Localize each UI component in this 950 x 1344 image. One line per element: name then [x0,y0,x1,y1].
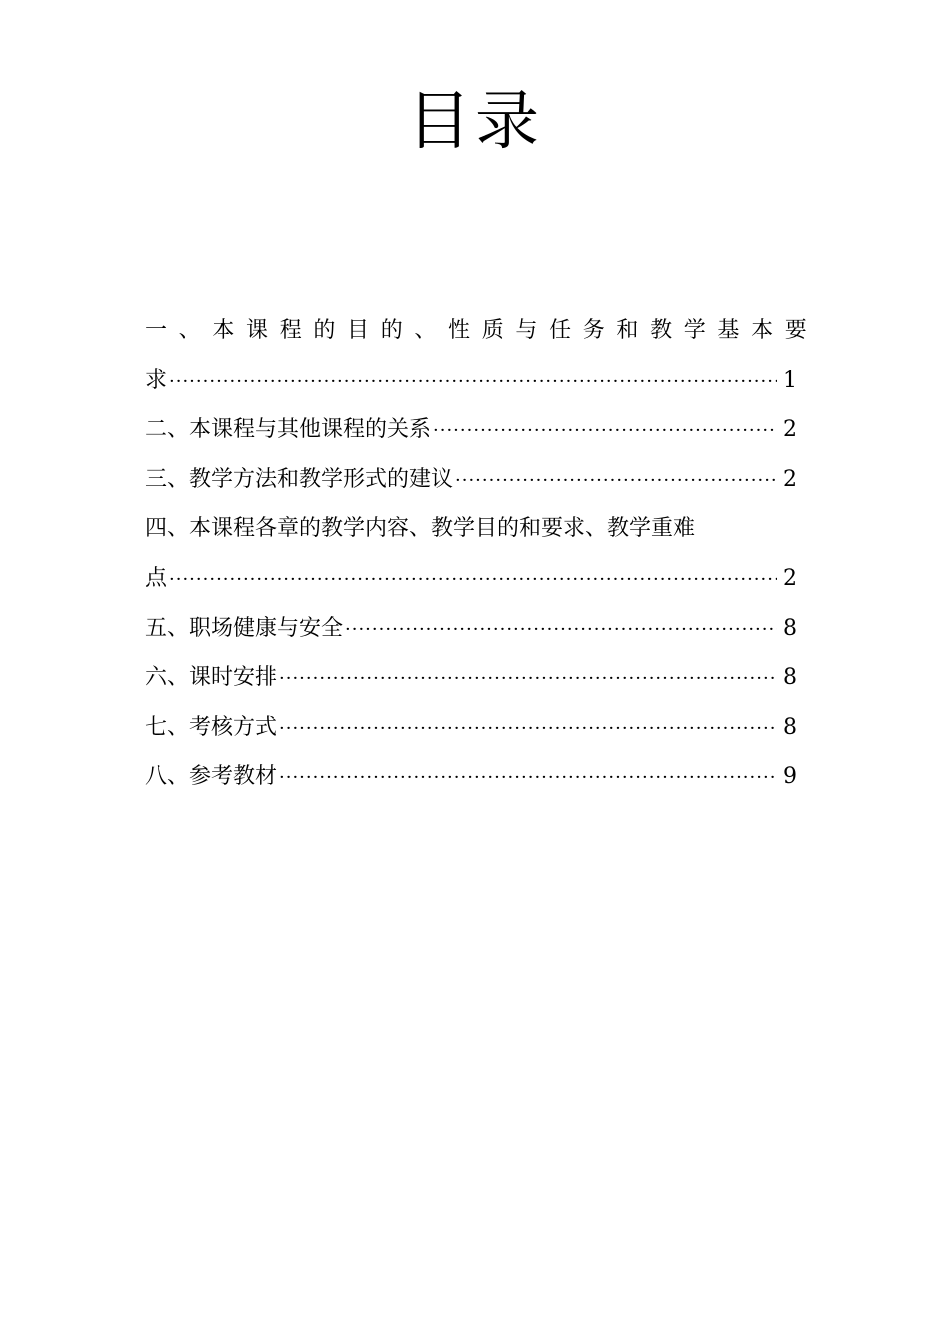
toc-entry-5-text: 五、职场健康与安全 [145,615,344,641]
table-of-contents [145,306,807,802]
toc-entry-1-char: 程 [279,318,302,343]
toc-leader-dots [279,704,777,754]
toc-entry-4-line-1[interactable] [145,504,807,554]
toc-entry-1-char: 任 [549,318,572,343]
toc-entry-3-text: 三、教学方法和教学形式的建议 [145,466,454,492]
toc-entry-1-char: 基 [717,318,740,343]
toc-entry-1-char: 质 [481,318,504,343]
toc-entry-1-char: 要 [784,318,807,343]
toc-entry-1-char: 目 [347,318,370,343]
toc-entry-1-line-2[interactable] [145,356,807,406]
toc-entry-1-char: 务 [582,318,605,343]
toc-entry-1-char: 本 [751,318,774,343]
toc-entry-1-char: 教 [650,318,673,343]
toc-entry-1-char: 与 [515,318,538,343]
toc-entry-1-char: 本 [212,318,235,343]
toc-entry-2-page: 2 [783,417,797,443]
toc-entry-1-char: 和 [616,318,639,343]
toc-entry-8-page: 9 [783,764,797,790]
toc-entry-1-char: 一 [145,318,168,343]
toc-entry-1-page: 1 [783,367,797,393]
toc-entry-2[interactable] [145,405,807,455]
toc-entry-6-text: 六、课时安排 [145,665,278,691]
toc-entry-7-page: 8 [783,714,797,740]
toc-entry-8[interactable] [145,752,807,802]
toc-leader-dots [279,654,777,704]
toc-entry-1-char: 的 [380,318,403,343]
toc-entry-1-char: 的 [313,318,336,343]
toc-leader-dots [345,605,777,655]
toc-entry-1-cont: 求 [145,367,168,393]
toc-entry-1-char: 、 [178,318,201,343]
toc-entry-8-text: 八、参考教材 [145,764,278,790]
toc-entry-1-char: 学 [683,318,706,343]
toc-entry-1-text [145,306,807,356]
toc-entry-4-cont: 点 [145,565,168,591]
toc-leader-dots [433,406,777,456]
toc-entry-3[interactable] [145,455,807,505]
toc-leader-dots [279,753,777,803]
toc-entry-2-text: 二、本课程与其他课程的关系 [145,417,432,443]
toc-entry-6[interactable] [145,653,807,703]
toc-entry-1-line-1[interactable] [145,306,807,356]
toc-entry-1-char: 课 [246,318,269,343]
toc-entry-4-line-2[interactable] [145,554,807,604]
toc-entry-1-char: 、 [414,318,437,343]
toc-leader-dots [169,555,777,605]
toc-entry-3-page: 2 [783,466,797,492]
toc-entry-4-page: 2 [783,565,797,591]
toc-entry-5[interactable] [145,604,807,654]
toc-title: 目录 [407,85,543,159]
toc-entry-7[interactable] [145,703,807,753]
toc-entry-6-page: 8 [783,665,797,691]
toc-entry-7-text: 七、考核方式 [145,714,278,740]
toc-entry-5-page: 8 [783,615,797,641]
toc-leader-dots [169,357,777,407]
toc-leader-dots [455,456,777,506]
toc-entry-4-text: 四、本课程各章的教学内容、教学目的和要求、教学重难 [145,516,696,542]
toc-entry-1-char: 性 [448,318,471,343]
